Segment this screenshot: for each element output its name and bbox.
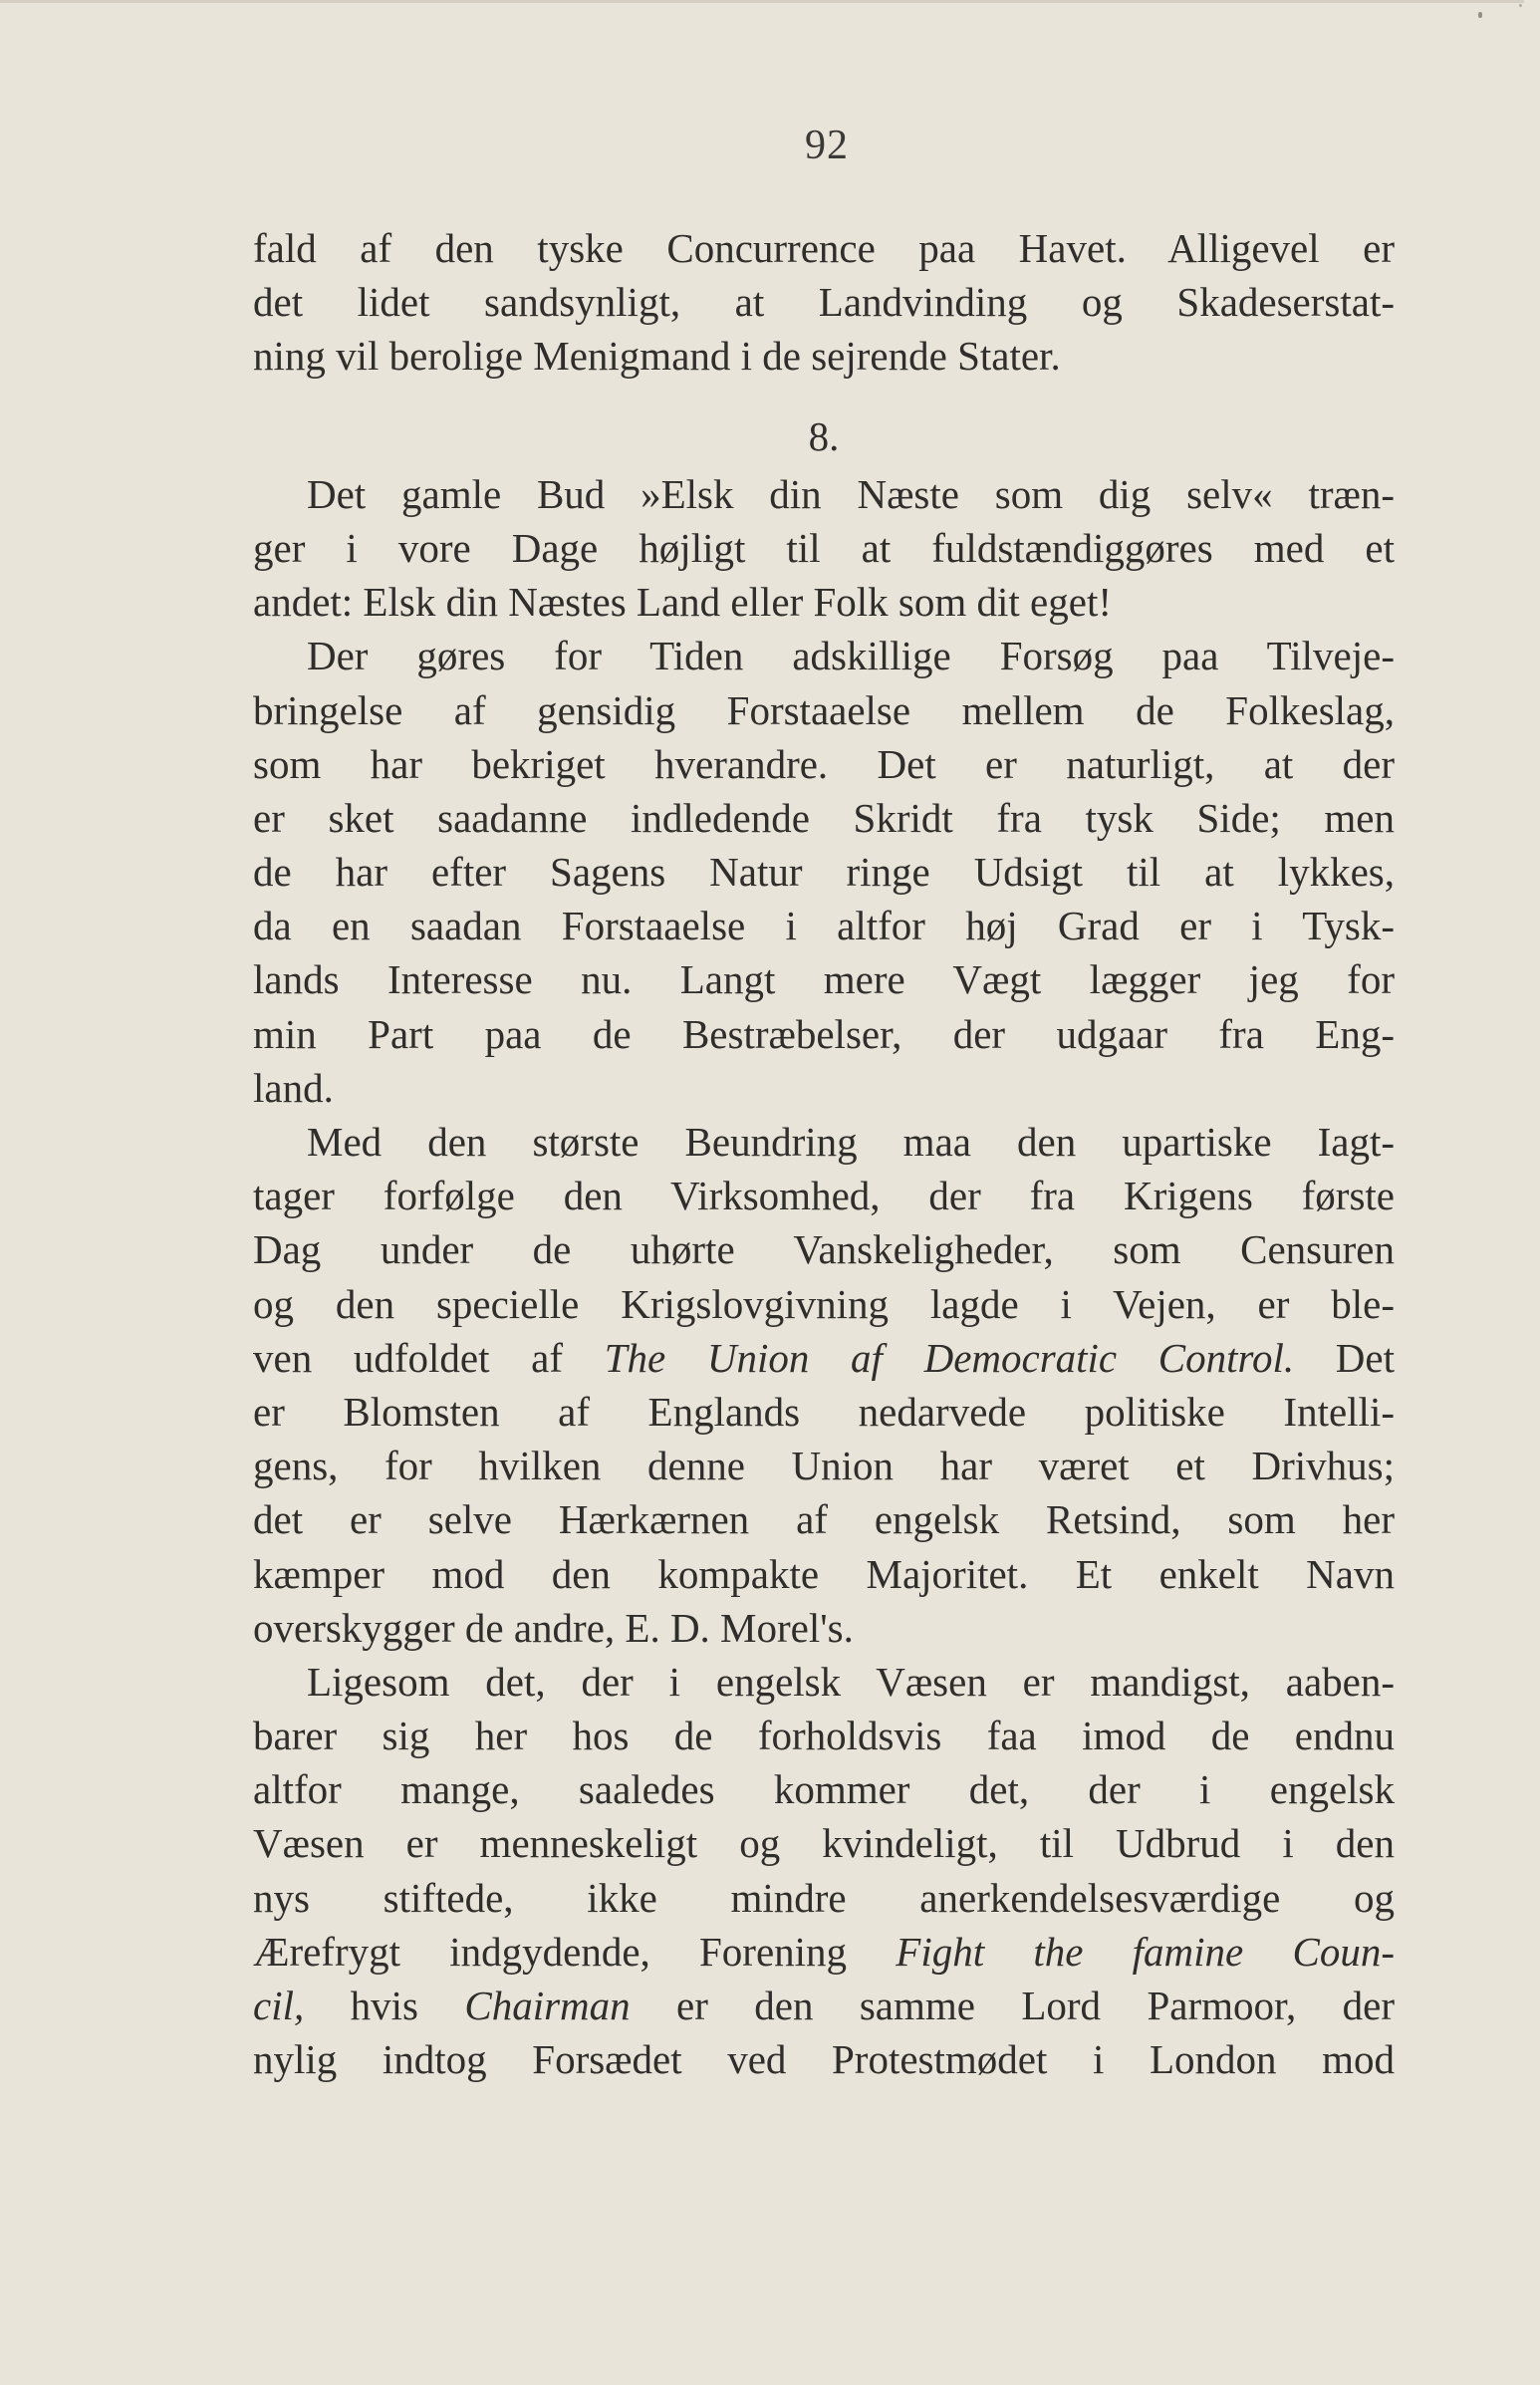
text-line: [253, 1331, 1395, 1385]
text-line: min Part paa de Bestræbelser, der udgaar fra Eng-: [253, 1010, 1395, 1057]
text-line: tager forfølge den Virksomhed, der fra Krigens første: [253, 1173, 1395, 1219]
text-line: det er selve Hærkærnen af engelsk Retsind, som her: [253, 1496, 1395, 1543]
italic-title: cil,: [253, 1983, 305, 2028]
text-line: som har bekriget hverandre. Det er naturligt, at der: [253, 740, 1395, 787]
paragraph-ligesom: [253, 1655, 1395, 2087]
text-line: nys stiftede, ikke mindre anerkendelsesværdige og: [253, 1874, 1395, 1921]
text-run: ven udfoldet af: [253, 1334, 605, 1381]
italic-title: Fight the famine Coun-: [896, 1928, 1395, 1975]
text-line: ger i vore Dage højligt til at fuldstændiggøres med et: [253, 524, 1395, 571]
text-line: kæmper mod den kompakte Majoritet. Et enkelt Navn: [253, 1550, 1395, 1597]
paragraph-union: [253, 1115, 1395, 1655]
text-line: bringelse af gensidig Forstaaelse mellem de Folkeslag,: [253, 686, 1395, 733]
text-line: da en saadan Forstaaelse i altfor høj Grad er i Tysk-: [253, 903, 1395, 949]
text-line: og den specielle Krigslovgivning lagde i Vejen, er ble-: [253, 1280, 1395, 1327]
page-body: [253, 221, 1395, 2086]
text-line: Dag under de uhørte Vanskeligheder, som Censuren: [253, 1226, 1395, 1273]
corner-speck-small: [1519, 4, 1522, 7]
text-line: altfor mange, saaledes kommer det, der i engelsk: [253, 1766, 1395, 1813]
italic-title: The Union af Democratic Control.: [604, 1334, 1295, 1381]
text-line: Væsen er menneskeligt og kvindeligt, til Udbrud i den: [253, 1820, 1395, 1867]
section-heading: [253, 409, 1395, 463]
text-line: Med den største Beundring maa den upartiske Iagt-: [307, 1119, 1395, 1165]
page-number: 92: [805, 123, 849, 168]
text-line: andet: Elsk din Næstes Land eller Folk som dit eget!: [253, 579, 1113, 626]
text-line: Der gøres for Tiden adskillige Forsøg paa Tilveje-: [307, 633, 1395, 679]
text-line: overskygger de andre, E. D. Morel's.: [253, 1604, 854, 1651]
paragraph-elsk-din-naeste: [253, 467, 1395, 630]
text-line: [253, 1979, 1395, 2032]
text-run: Ærefrygt indgydende, Forening: [253, 1928, 897, 1975]
italic-term: Chairman: [464, 1983, 631, 2028]
text-line: land.: [253, 1064, 334, 1111]
text-line: [253, 1925, 1395, 1979]
text-run: Det: [1294, 1334, 1395, 1381]
text-line: Det gamle Bud »Elsk din Næste som dig selv« træn-: [307, 470, 1395, 517]
text-line: er sket saadanne indledende Skridt fra tysk Side; men: [253, 794, 1395, 841]
page-top-edge: [0, 0, 1524, 3]
text-line: gens, for hvilken denne Union har været et Drivhus;: [253, 1443, 1395, 1489]
text-run: hvis: [304, 1983, 465, 2028]
text-line: fald af den tyske Concurrence paa Havet. Alligevel er: [253, 225, 1395, 271]
text-line: ning vil berolige Menigmand i de sejrende Stater.: [253, 333, 1061, 380]
text-line: de har efter Sagens Natur ringe Udsigt til at lykkes,: [253, 849, 1395, 896]
text-run: er den samme Lord Parmoor, der: [630, 1983, 1395, 2028]
text-line: Ligesom det, der i engelsk Væsen er mandigst, aaben-: [307, 1658, 1395, 1705]
text-line: lands Interesse nu. Langt mere Vægt lægger jeg for: [253, 956, 1395, 1003]
paragraph-forsoeg: [253, 629, 1395, 1115]
corner-speck: [1478, 12, 1482, 18]
section-number: 8.: [808, 412, 840, 459]
text-line: nylig indtog Forsædet ved Protestmødet i London mod: [253, 2036, 1395, 2083]
paragraph-continuation: [253, 221, 1395, 384]
text-line: det lidet sandsynligt, at Landvinding og Skadeserstat-: [253, 279, 1395, 326]
text-line: barer sig her hos de forholdsvis faa imod de endnu: [253, 1713, 1395, 1759]
text-line: er Blomsten af Englands nedarvede politiske Intelli-: [253, 1388, 1395, 1435]
